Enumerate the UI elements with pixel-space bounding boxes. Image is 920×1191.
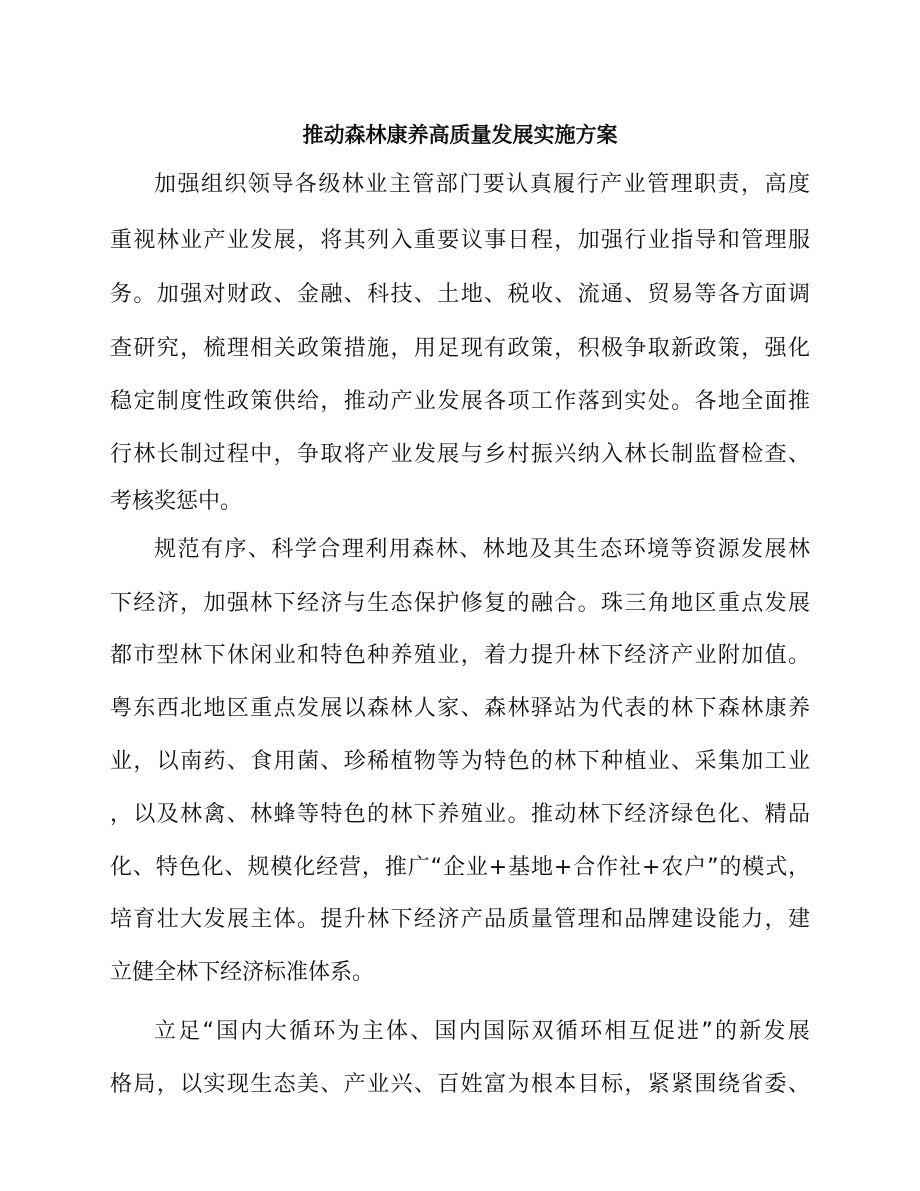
paragraph-2-line-6: ，以及林禽、林蜂等特色的林下养殖业。推动林下经济绿色化、精品: [110, 802, 812, 827]
paragraph-1-line-4: 查研究，梳理相关政策措施，用足现有政策，积极争取新政策，强化: [110, 336, 812, 361]
paragraph-1-line-7: 考核奖惩中。: [110, 489, 243, 514]
document-title: 推动森林康养高质量发展实施方案: [302, 123, 618, 147]
paragraph-2-line-2: 下经济，加强林下经济与生态保护修复的融合。珠三角地区重点发展: [110, 591, 812, 616]
paragraph-1-line-2: 重视林业产业发展，将其列入重要议事日程，加强行业指导和管理服: [110, 228, 812, 253]
paragraph-1-line-1: 加强组织领导各级林业主管部门要认真履行产业管理职责，高度: [154, 172, 812, 197]
paragraph-3-line-1: 立足“国内大循环为主体、国内国际双循环相互促进”的新发展: [154, 1019, 813, 1044]
paragraph-3-line-2: 格局，以实现生态美、产业兴、百姓富为根本目标，紧紧围绕省委、: [110, 1072, 812, 1097]
paragraph-2-line-1: 规范有序、科学合理利用森林、林地及其生态环境等资源发展林: [154, 537, 812, 562]
paragraph-2-line-9: 立健全林下经济标准体系。: [110, 960, 375, 985]
paragraph-1-line-5: 稳定制度性政策供给，推动产业发展各项工作落到实处。各地全面推: [110, 389, 812, 414]
paragraph-2-line-7: 化、特色化、规模化经营，推广“企业+基地+合作社+农户”的模式，: [110, 855, 812, 880]
paragraph-1-line-3: 务。加强对财政、金融、科技、土地、税收、流通、贸易等各方面调: [110, 282, 812, 307]
paragraph-2-line-3: 都市型林下休闲业和特色种养殖业，着力提升林下经济产业附加值。: [110, 643, 812, 668]
paragraph-2-line-4: 粤东西北地区重点发展以森林人家、森林驿站为代表的林下森林康养: [110, 696, 812, 721]
paragraph-2-line-8: 培育壮大发展主体。提升林下经济产品质量管理和品牌建设能力，建: [110, 907, 812, 932]
paragraph-1-line-6: 行林长制过程中，争取将产业发展与乡村振兴纳入林长制监督检查、: [110, 442, 812, 467]
paragraph-2-line-5: 业，以南药、食用菌、珍稀植物等为特色的林下种植业、采集加工业: [110, 749, 812, 774]
